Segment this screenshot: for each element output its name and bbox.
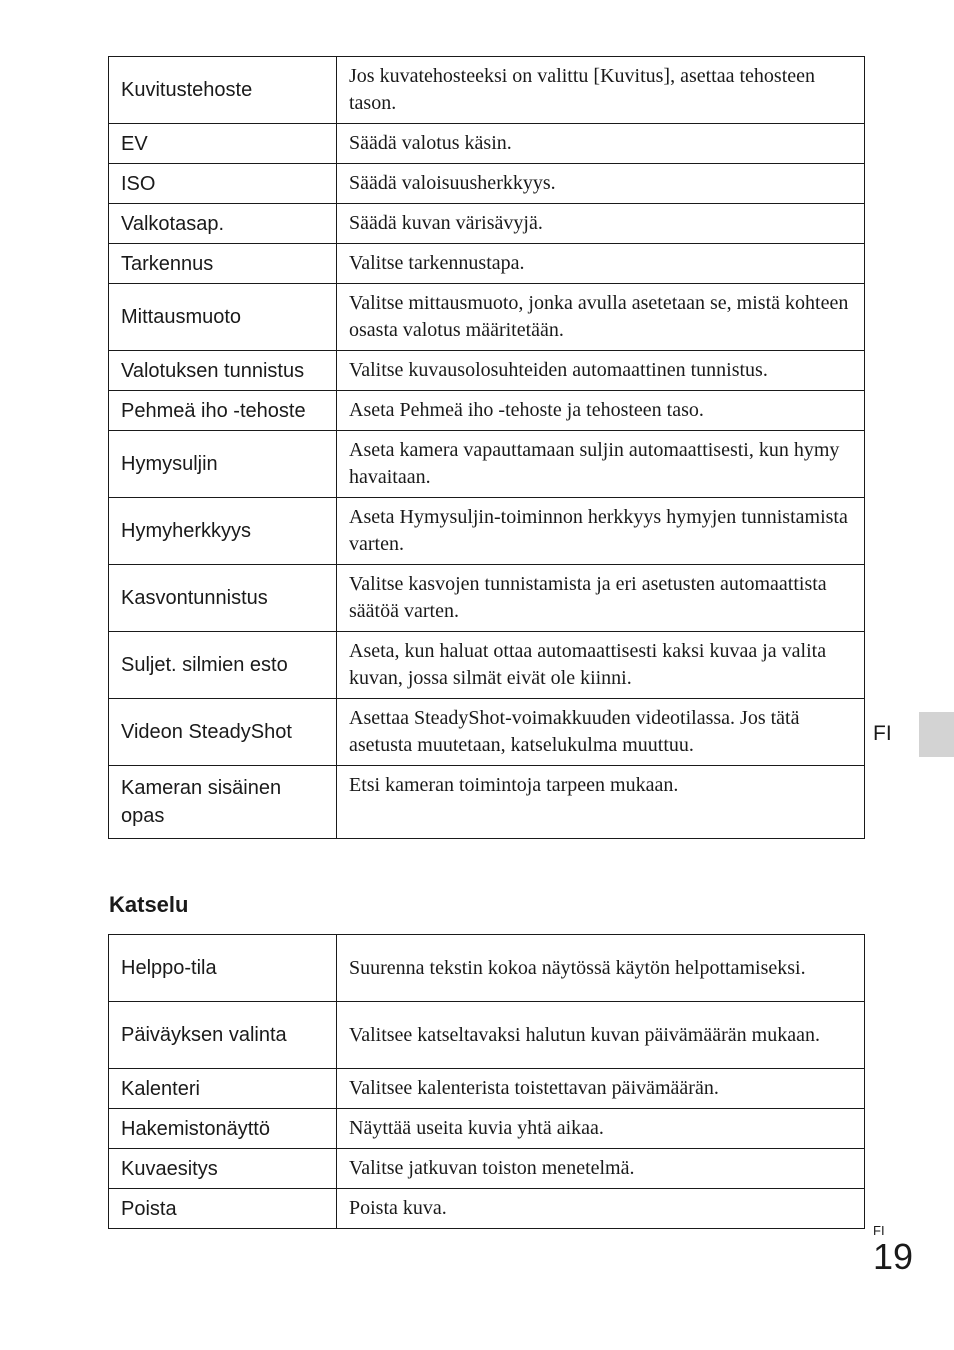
table-row [109, 1002, 865, 1069]
table-row [109, 164, 865, 204]
table-row [109, 204, 865, 244]
setting-name: Kalenteri [109, 1069, 337, 1109]
setting-description: Valitse kasvojen tunnistamista ja eri asetusten automaattista säätöä varten. [337, 565, 865, 632]
table-row [109, 1149, 865, 1189]
setting-description: Valitse kuvausolosuhteiden automaattinen tunnistus. [337, 351, 865, 391]
setting-name: Päiväyksen valinta [109, 1002, 337, 1069]
setting-name: Mittausmuoto [109, 284, 337, 351]
setting-name: Tarkennus [109, 244, 337, 284]
setting-name: Kasvontunnistus [109, 565, 337, 632]
setting-description: Aseta kamera vapauttamaan suljin automaattisesti, kun hymy havaitaan. [337, 431, 865, 498]
setting-description: Valitse tarkennustapa. [337, 244, 865, 284]
setting-name: Helppo-tila [109, 935, 337, 1002]
table-row [109, 244, 865, 284]
setting-name: Hymysuljin [109, 431, 337, 498]
table-row [109, 1109, 865, 1149]
language-tab-marker [919, 712, 954, 757]
setting-name: ISO [109, 164, 337, 204]
table-row [109, 57, 865, 124]
setting-description: Valitsee katseltavaksi halutun kuvan päivämäärän mukaan. [337, 1002, 865, 1069]
section-heading: Katselu [109, 892, 189, 917]
setting-description: Valitsee kalenterista toistettavan päivämäärän. [337, 1069, 865, 1109]
setting-name: EV [109, 124, 337, 164]
table-row [109, 124, 865, 164]
table-row [109, 391, 865, 431]
table-row [109, 1189, 865, 1229]
setting-name: Kuvaesitys [109, 1149, 337, 1189]
setting-description: Säädä kuvan värisävyjä. [337, 204, 865, 244]
table-row [109, 284, 865, 351]
viewing-table [108, 934, 865, 1229]
setting-description: Valitse jatkuvan toiston menetelmä. [337, 1149, 865, 1189]
setting-description: Jos kuvatehosteeksi on valittu [Kuvitus], asettaa tehosteen tason. [337, 57, 865, 124]
setting-description: Säädä valoisuusherkkyys. [337, 164, 865, 204]
table-row [109, 935, 865, 1002]
setting-description: Valitse mittausmuoto, jonka avulla asetetaan se, mistä kohteen osasta valotus määritetään. [337, 284, 865, 351]
table-row [109, 699, 865, 766]
setting-description: Säädä valotus käsin. [337, 124, 865, 164]
setting-description: Suurenna tekstin kokoa näytössä käytön helpottamiseksi. [337, 935, 865, 1002]
setting-description: Poista kuva. [337, 1189, 865, 1229]
table-row [109, 632, 865, 699]
setting-description: Aseta Pehmeä iho -tehoste ja tehosteen taso. [337, 391, 865, 431]
setting-name: Pehmeä iho -tehoste [109, 391, 337, 431]
table-row [109, 766, 865, 839]
setting-name: Suljet. silmien esto [109, 632, 337, 699]
table-row [109, 351, 865, 391]
setting-description: Aseta Hymysuljin-toiminnon herkkyys hymyjen tunnistamista varten. [337, 498, 865, 565]
setting-description: Asettaa SteadyShot-voimakkuuden videotilassa. Jos tätä asetusta muutetaan, katselukulma muuttuu. [337, 699, 865, 766]
language-code: FI [873, 722, 892, 745]
setting-name: Kameran sisäinen opas [109, 766, 337, 839]
setting-name: Valkotasap. [109, 204, 337, 244]
setting-description: Etsi kameran toimintoja tarpeen mukaan. [337, 766, 865, 839]
page-number: 19 [873, 1236, 914, 1277]
setting-name: Hakemistonäyttö [109, 1109, 337, 1149]
setting-name: Poista [109, 1189, 337, 1229]
setting-description: Aseta, kun haluat ottaa automaattisesti kaksi kuvaa ja valita kuvan, jossa silmät eivät ole kiinni. [337, 632, 865, 699]
footer-language-code: FI [873, 1223, 885, 1238]
setting-name: Hymyherkkyys [109, 498, 337, 565]
settings-table [108, 56, 865, 839]
table-row [109, 565, 865, 632]
setting-name: Videon SteadyShot [109, 699, 337, 766]
setting-description: Näyttää useita kuvia yhtä aikaa. [337, 1109, 865, 1149]
table-row [109, 498, 865, 565]
table-row [109, 1069, 865, 1109]
setting-name: Kuvitustehoste [109, 57, 337, 124]
setting-name: Valotuksen tunnistus [109, 351, 337, 391]
table-row [109, 431, 865, 498]
